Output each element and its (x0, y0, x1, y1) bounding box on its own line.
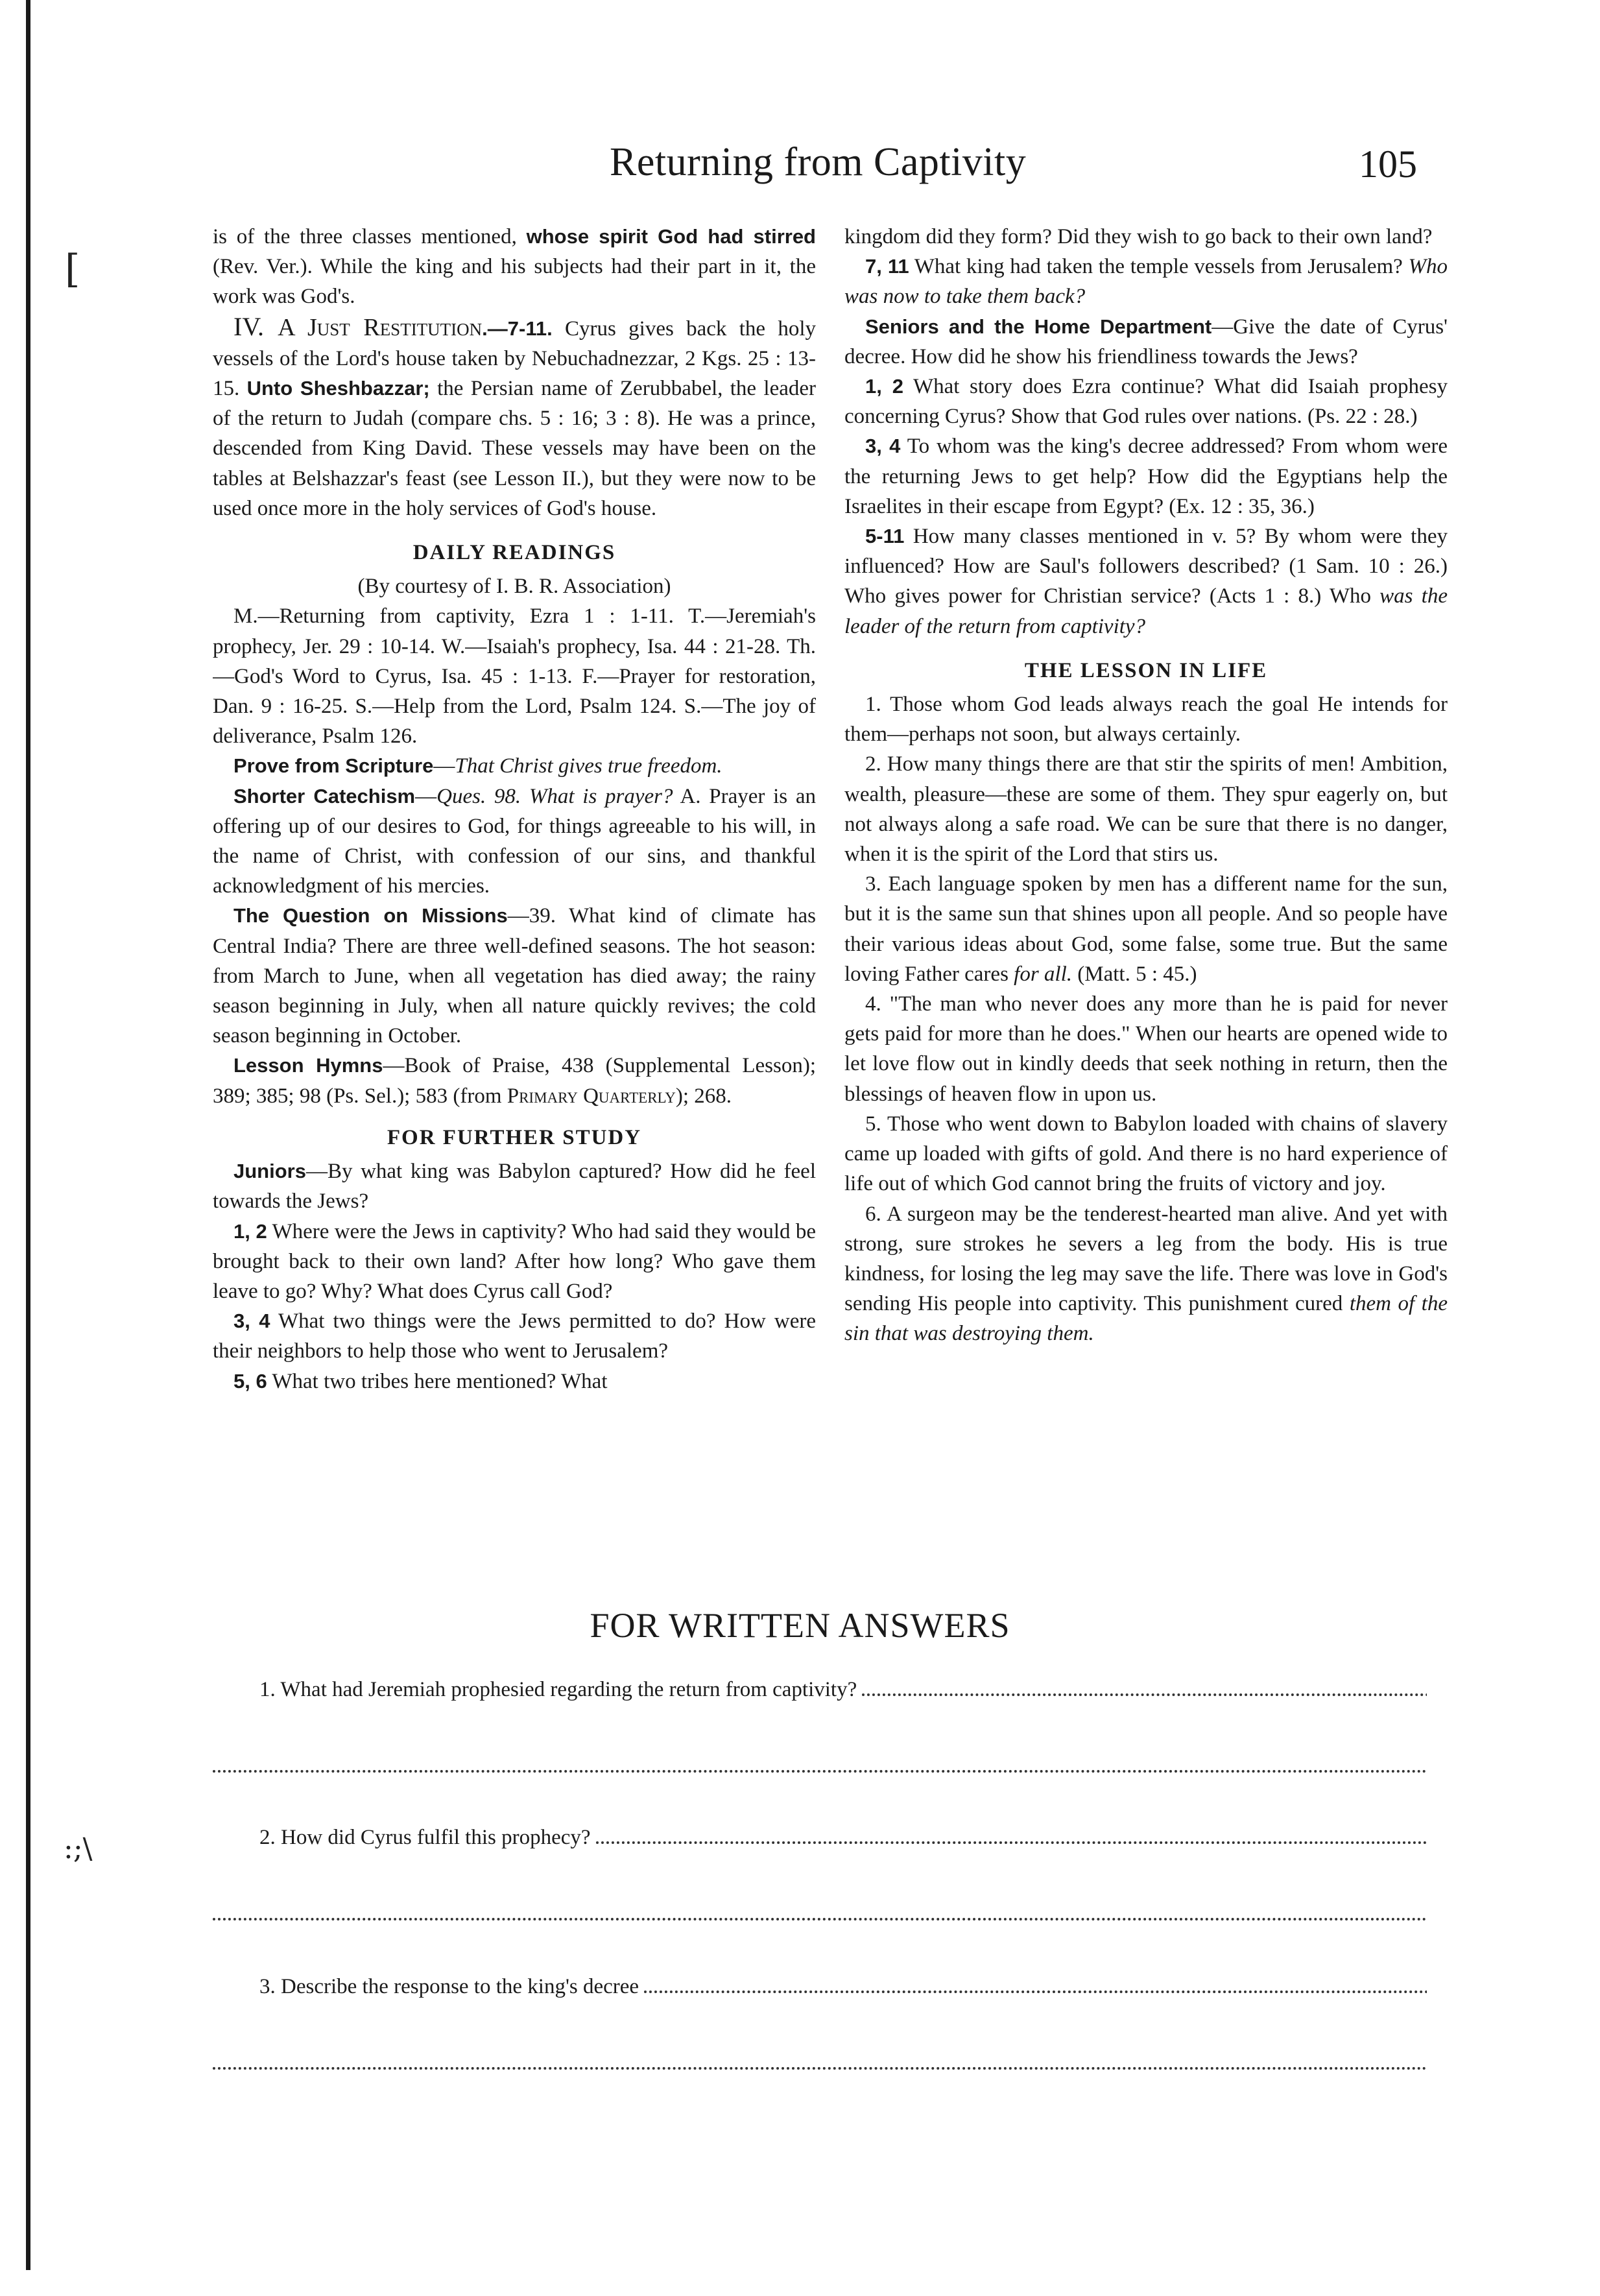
verses-1-2-num: 1, 2 (233, 1219, 267, 1243)
restitution-paragraph (213, 312, 816, 523)
prove-text: That Christ gives true freedom. (455, 754, 722, 778)
verses-5-6-text: What two tribes here mentioned? What (267, 1369, 608, 1393)
lesson-in-life-heading: THE LESSON IN LIFE (1024, 658, 1268, 682)
verses-5-6-num: 5, 6 (233, 1369, 267, 1393)
missions-label: The Question on Missions (233, 904, 508, 927)
restitution-heading: A Just Restitution (278, 313, 483, 341)
catechism-answer: A. Prayer is an offering up of our desires to God, for things agreeable to his will, in the name of Christ, with confession of our sins, and thankful acknowledgment of his mercies. (213, 784, 816, 898)
daily-readings-text: M.—Returning from captivity, Ezra 1 : 1-11. T.—Jeremiah's prophecy, Jer. 29 : 10-14. W.—Isaiah's prophecy, Isa. 44 : 21-28. Th.—God's Word to Cyrus, Isa. 45 : 1-13. F.—Prayer for restoration, Dan. 9 : 16-25. S.—Help from the Lord, Psalm 124. S.—The joy of deliverance, Psalm 126. (213, 604, 816, 748)
right-column (844, 222, 1448, 1597)
prove-label: Prove from Scripture (233, 754, 434, 778)
life-point-3 (844, 869, 1448, 989)
answer-line-3b[interactable] (213, 2064, 1427, 2070)
life-point-6-text: 6. A surgeon may be the tenderest-hearted man alive. And yet with strong, sure strokes he severs a leg from the body. His is true kindness, for losing the leg may save the life. There was love in God's sending His people into captivity. This punishment cured (844, 1202, 1448, 1316)
hymns-small-caps: Primary Quarterly (507, 1084, 676, 1108)
daily-readings-heading: DAILY READINGS (412, 541, 616, 565)
written-answers-section (0, 1605, 1600, 2124)
hymns-label: Lesson Hymns (233, 1054, 383, 1077)
seniors-5-11-paragraph (844, 521, 1448, 641)
seniors-3-4-text: To whom was the king's decree addressed? From whom were the returning Jews to get help? How did the Egyptians help the Israelites in their escape from Egypt? (Ex. 12 : 35, 36.) (844, 435, 1448, 518)
seniors-1-2-text: What story does Ezra continue? What did Isaiah prophesy concerning Cyrus? Show that God rules over nations. (Ps. 22 : 28.) (844, 375, 1448, 429)
verses-3-4-paragraph (213, 1306, 816, 1366)
verses-1-2-text: Where were the Jews in captivity? Who had said they would be brought back to their own land? After how long? Who gave them leave to go? Why? What does Cyrus call God? (213, 1219, 816, 1303)
written-question-1-text: 1. What had Jeremiah prophesied regarding the return from captivity? (259, 1678, 857, 1701)
seniors-label: Seniors and the Home Department (865, 315, 1212, 338)
prove-paragraph (213, 751, 816, 781)
juniors-paragraph (213, 1156, 816, 1216)
margin-bracket-mark: [ (65, 246, 80, 292)
seniors-3-4-num: 3, 4 (865, 435, 901, 458)
restitution-text-b: the Persian name of Zerubbabel, the leader of the return to Judah (compare chs. 5 : 16; 3 : 8). He was a prince, descended from King David. These vessels may have been on the tables at Belshazzar's feast (see Lesson II.), but they were now to be used once more in the holy services of God's house. (213, 377, 816, 520)
catechism-label: Shorter Catechism (233, 784, 416, 807)
answer-line-3a[interactable] (644, 1991, 1427, 1993)
sheshbazzar-bold: Unto Sheshbazzar; (246, 377, 430, 400)
further-study-heading: FOR FURTHER STUDY (387, 1125, 642, 1149)
verses-1-2-paragraph (213, 1217, 816, 1307)
catechism-paragraph (213, 782, 816, 902)
continued-paragraph: kingdom did they form? Did they wish to go back to their own land? (844, 225, 1433, 248)
page-header (0, 139, 1600, 198)
life-point-4: 4. "The man who never does any more than he is paid for never gets paid for more than he does." When our hearts are opened wide to let love flow out in kindly deeds that seek nothing in return, then the blessings of heaven flow in upon us. (844, 992, 1448, 1106)
life-point-3-italic: for all. (1014, 962, 1073, 986)
seniors-1-2-paragraph (844, 372, 1448, 431)
intro-text-b: (Rev. Ver.). While the king and his subjects had their part in it, the work was God's. (213, 255, 816, 309)
answer-line-2b[interactable] (213, 1915, 1427, 1920)
missions-text: —39. What kind of climate has Central India? There are three well-defined seasons. The hot season: from March to June, when all vegetation has died away; the rainy season beginning in July, when all nature quickly revives; the cold season beginning in October. (213, 904, 816, 1048)
verses-5-6-paragraph (213, 1367, 816, 1396)
seniors-1-2-num: 1, 2 (865, 375, 904, 398)
catechism-question: Ques. 98. What is prayer? (436, 784, 673, 808)
written-question-1 (259, 1678, 1427, 1702)
seniors-5-11-italic: was the leader of the return from captivity? (844, 584, 1448, 638)
missions-paragraph (213, 901, 816, 1051)
catechism-dash: — (415, 784, 437, 808)
life-point-6-italic: them of the sin that was destroying them. (844, 1292, 1448, 1346)
answer-line-1b[interactable] (213, 1767, 1427, 1773)
restitution-numeral: IV. (233, 311, 278, 341)
verses-7-11-paragraph (844, 252, 1448, 311)
juniors-label: Juniors (233, 1160, 306, 1183)
life-point-3-text: 3. Each language spoken by men has a different name for the sun, but it is the same sun that shines upon all people. And so people have their various ideas about God, some false, some true. But the same loving Father cares (844, 872, 1448, 986)
page-number: 105 (1359, 143, 1417, 185)
restitution-ref: .—7-11. (482, 317, 553, 340)
life-point-2: 2. How many things there are that stir the spirits of men! Ambition, wealth, pleasure—these are some of them. They spur eagerly on, but not always along a safe road. We can be sure that there is no danger, when it is the spirit of the Lord that stirs us. (844, 752, 1448, 867)
seniors-5-11-num: 5-11 (865, 525, 905, 548)
life-point-6 (844, 1199, 1448, 1349)
verses-7-11-italic: Who was now to take them back? (844, 255, 1448, 309)
seniors-5-11-text: How many classes mentioned in v. 5? By whom were they influenced? How are Saul's followers described? (1 Sam. 10 : 26.) Who gives power for Christian service? (Acts 1 : 8.) Who (844, 525, 1448, 608)
margin-stray-mark: :;\ (64, 1832, 93, 1865)
written-answers-heading: FOR WRITTEN ANSWERS (590, 1606, 1010, 1645)
hymns-text-b: ); 268. (675, 1084, 732, 1108)
answer-line-1a[interactable] (862, 1693, 1427, 1696)
seniors-3-4-paragraph (844, 431, 1448, 521)
answer-line-2a[interactable] (596, 1841, 1427, 1844)
written-question-3-text: 3. Describe the response to the king's decree (259, 1975, 639, 1998)
life-point-3-ref: (Matt. 5 : 45.) (1072, 962, 1197, 986)
verses-7-11-text: What king had taken the temple vessels from Jerusalem? (909, 255, 1409, 279)
written-question-3 (259, 1975, 1427, 1999)
left-column (213, 222, 816, 1597)
restitution-text-a: Cyrus gives back the holy vessels of the Lord's house taken by Nebuchadnezzar, 2 Kgs. 25 : 13-15. (213, 317, 816, 401)
intro-paragraph (213, 222, 816, 312)
hymns-paragraph (213, 1051, 816, 1110)
written-question-2 (259, 1826, 1427, 1850)
life-point-1: 1. Those whom God leads always reach the goal He intends for them—perhaps not soon, but always certainly. (844, 693, 1448, 747)
seniors-text: —Give the date of Cyrus' decree. How did he show his friendliness towards the Jews? (844, 315, 1448, 368)
verses-7-11-num: 7, 11 (865, 255, 909, 278)
verses-3-4-text: What two things were the Jews permitted to do? How were their neighbors to help those who went to Jerusalem? (213, 1309, 816, 1363)
juniors-text: —By what king was Babylon captured? How did he feel towards the Jews? (213, 1160, 816, 1214)
seniors-paragraph (844, 312, 1448, 372)
written-question-2-text: 2. How did Cyrus fulfil this prophecy? (259, 1826, 591, 1849)
prove-dash: — (433, 754, 455, 778)
hymns-text-a: —Book of Praise, 438 (Supplemental Lesson); 389; 385; 98 (Ps. Sel.); 583 (from (213, 1054, 816, 1108)
running-title: Returning from Captivity (610, 140, 1027, 184)
intro-text: is of the three classes mentioned, (213, 225, 527, 248)
daily-readings-subtitle: (By courtesy of I. B. R. Association) (357, 575, 671, 599)
life-point-5: 5. Those who went down to Babylon loaded with chains of slavery came up loaded with gifts of gold. And there is no hard experience of life out of which God cannot bring the fruits of victory and joy. (844, 1112, 1448, 1196)
intro-bold: whose spirit God had stirred (526, 225, 816, 248)
verses-3-4-num: 3, 4 (233, 1309, 270, 1333)
